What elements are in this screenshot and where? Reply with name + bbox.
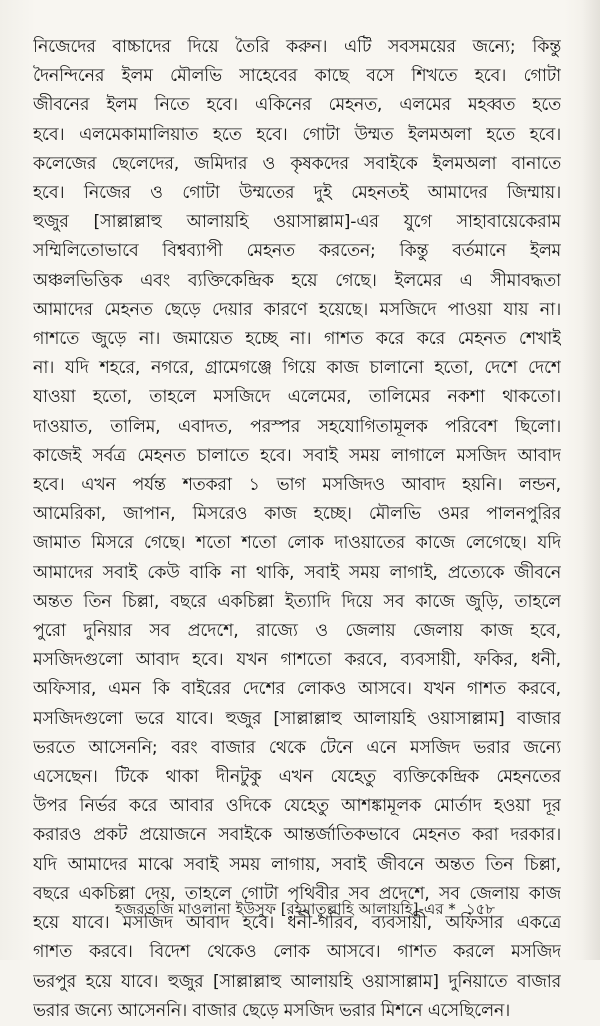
text-line-34: ভরার জন্যে আসেননি। বাজার ছেড়ে মসজিদ ভরার মিশনে এসেছিলেন। [33, 1000, 511, 1021]
body-text [33, 33, 561, 1026]
text-line-13: যাওয়া হতো, তাহলে মসজিদে এলেমের, তালিমের নকশা থাকতো। [33, 387, 561, 408]
text-line-11: গাশতে জুড়ে না। জমায়েত হচ্ছে না। গাশত করে করে মেহনত শেখাই [33, 329, 561, 350]
footer-running-title: হজরতজি মাওলানা ইউসুফ [রহমাতুল্লাহি আলায়হি]-এর * [114, 900, 456, 918]
text-line-30: বছরে একচিল্লা দেয়, তাহলে গোটা পৃথিবীর সব প্রদেশে, সব জেলায় কাজ [33, 883, 561, 904]
text-line-16: হবে। এখন পর্যন্ত শতকরা ১ ভাগ মসজিদও আবাদ হয়নি। লন্ডন, [33, 475, 561, 496]
text-line-19: আমাদের সবাই কেউ বাকি না থাকি, সবাই সময় লাগাই, প্রত্যেকে জীবনে [33, 562, 561, 583]
text-line-25: ভরতে আসেননি; বরং বাজার থেকে টেনে এনে মসজিদ ভরার জন্যে [33, 737, 561, 758]
text-line-7: হুজুর [সাল্লাল্লাহু আলায়হি ওয়াসাল্লাম]-এর যুগে সাহাবায়েকেরাম [33, 212, 561, 233]
text-line-3: জীবনের ইলম নিতে হবে। একিনের মেহনত, এলমের মহব্বত হতে [33, 95, 561, 116]
text-line-21: পুরো দুনিয়ার সব প্রদেশে, রাজ্যে ও জেলায় জেলায় কাজ হবে, [33, 621, 561, 642]
text-line-4: হবে। এলমেকামালিয়াত হতে হবে। গোটা উম্মত ইলমঅলা হতে হবে। [33, 124, 561, 145]
text-line-6: হবে। নিজের ও গোটা উম্মতের দুই মেহনতই আমাদের জিম্মায়। [33, 183, 561, 204]
text-line-2: দৈনন্দিনের ইলম মৌলভি সাহেবের কাছে বসে শিখতে হবে। গোটা [33, 66, 561, 87]
text-line-26: এসেছেন। টিকে থাকা দীনটুকু এখন যেহেতু ব্যক্তিকেন্দ্রিক মেহনতের [33, 767, 561, 788]
page-edge-shadow [582, 0, 600, 960]
text-line-20: অন্তত তিন চিল্লা, বছরে একচিল্লা ইত্যাদি দিয়ে সব কাজে জুড়ি, তাহলে [33, 591, 561, 612]
text-line-27: উপর নির্ভর করে আবার ওদিকে যেহেতু আশঙ্কামূলক মোর্তাদ হওয়া দূর [33, 796, 561, 817]
text-line-15: কাজেই সর্বত্র মেহনত চালাতে হবে। সবাই সময় লাগালে মসজিদ আবাদ [33, 445, 561, 466]
text-line-24: মসজিদগুলো ভরে যাবে। হুজুর [সাল্লাল্লাহু আলায়হি ওয়াসাল্লাম] বাজার [33, 708, 561, 729]
text-line-8: সম্মিলিতোভাবে বিশ্বব্যাপী মেহনত করতেন; কিন্তু বর্তমানে ইলম [33, 241, 561, 262]
text-line-22: মসজিদগুলো আবাদ হবে। যখন গাশতো করবে, ব্যবসায়ী, ফকির, ধনী, [33, 650, 561, 671]
text-line-14: দাওয়াত, তালিম, এবাদত, পরস্পর সহযোগিতামূলক পরিবেশ ছিলো। [33, 416, 561, 437]
text-line-31: হয়ে যাবে। মসজিদ আবাদ হবে। ধনী-গরিব, ব্যবসায়ী, অফিসার একত্রে [33, 913, 561, 934]
page-number: ১৫৮ [465, 900, 496, 918]
text-line-33: ভরপুর হয়ে যাবে। হুজুর [সাল্লাল্লাহু আলায়হি ওয়াসাল্লাম] দুনিয়াতে বাজার [33, 971, 561, 992]
text-line-32: গাশত করবে। বিদেশ থেকেও লোক আসবে। গাশত করলে মসজিদ [33, 942, 561, 963]
text-line-28: করারও প্রকট প্রয়োজনে সবাইকে আন্তর্জাতিকভাবে মেহনত করা দরকার। [33, 825, 561, 846]
text-line-29: যদি আমাদের মাঝে সবাই সময় লাগায়, সবাই জীবনে অন্তত তিন চিল্লা, [33, 854, 561, 875]
text-line-17: আমেরিকা, জাপান, মিসরেও কাজ হচ্ছে। মৌলভি ওমর পালনপুরির [33, 504, 561, 525]
text-line-12: না। যদি শহরে, নগরে, গ্রামেগঞ্জে গিয়ে কাজ চালানো হতো, দেশে দেশে [33, 358, 561, 379]
text-line-9: অঞ্চলভিত্তিক এবং ব্যক্তিকেন্দ্রিক হয়ে গেছে। ইলমের এ সীমাবদ্ধতা [33, 270, 561, 291]
page-footer [0, 899, 600, 919]
text-line-18: জামাত মিসরে গেছে। শতো শতো লোক দাওয়াতের কাজে লেগেছে। যদি [33, 533, 561, 554]
text-line-1: নিজেদের বাচ্চাদের দিয়ে তৈরি করুন। এটি সবসময়ের জন্যে; কিন্তু [33, 37, 561, 57]
text-line-23: অফিসার, এমন কি বাইরের দেশের লোকও আসবে। যখন গাশত করবে, [33, 679, 561, 700]
text-line-5: কলেজের ছেলেদের, জমিদার ও কৃষকদের সবাইকে ইলমঅলা বানাতে [33, 153, 561, 174]
text-line-10: আমাদের মেহনত ছেড়ে দেয়ার কারণে হয়েছে। মসজিদে পাওয়া যায় না। [33, 299, 561, 320]
